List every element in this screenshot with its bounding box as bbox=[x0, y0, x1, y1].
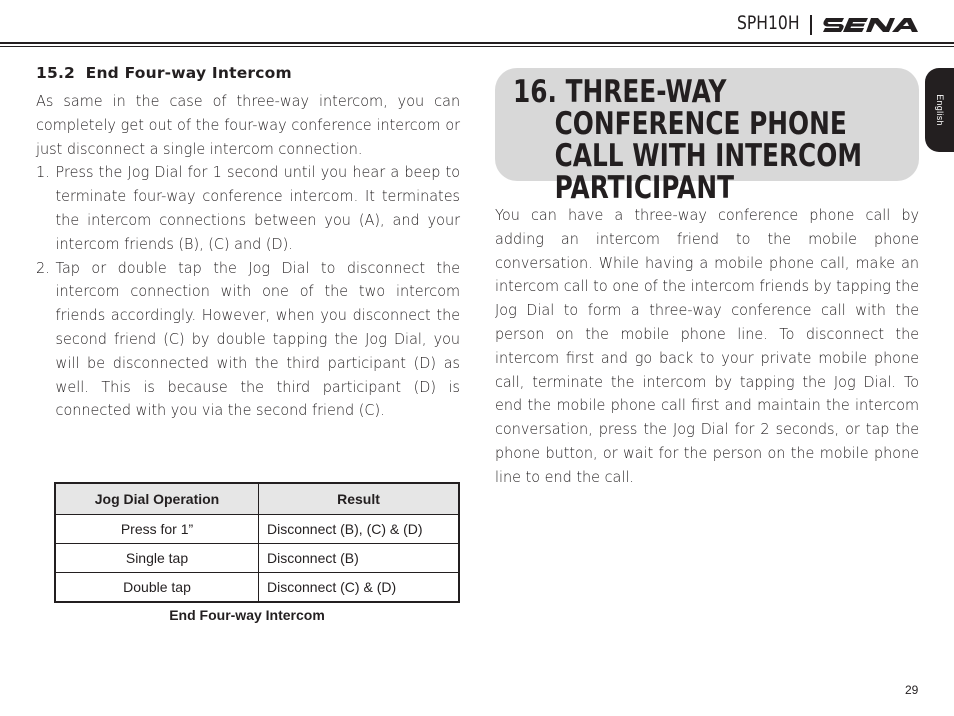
section-body bbox=[36, 90, 460, 423]
page-number: 29 bbox=[905, 683, 919, 697]
table-cell-result: Disconnect (C) & (D) bbox=[259, 573, 460, 603]
list-item bbox=[36, 161, 460, 256]
language-label: English bbox=[935, 94, 945, 126]
section-number: 15.2 bbox=[36, 64, 76, 82]
table-cell-operation: Single tap bbox=[55, 544, 259, 573]
chapter-number: 16. bbox=[513, 74, 557, 110]
language-tab bbox=[925, 68, 954, 152]
table-header-operation: Jog Dial Operation bbox=[55, 483, 259, 515]
table-row bbox=[55, 573, 459, 603]
section-intro: As same in the case of three-way intercom, you can completely get out of the four-way conference intercom or just disconnect a single intercom connection. bbox=[36, 92, 461, 158]
chapter-title-text: THREE-WAY CONFERENCE PHONE CALL WITH INTERCOM PARTICIPANT bbox=[554, 74, 863, 206]
step-marker: 2. bbox=[36, 258, 50, 277]
header-rule-thin bbox=[0, 46, 954, 47]
section-title: End Four-way Intercom bbox=[85, 64, 292, 82]
table-header-row bbox=[55, 483, 459, 515]
steps-list bbox=[36, 161, 460, 423]
chapter-title bbox=[513, 76, 913, 204]
table-row bbox=[55, 544, 459, 573]
header-rule bbox=[0, 42, 954, 44]
table-cell-result: Disconnect (B), (C) & (D) bbox=[259, 515, 460, 544]
operation-table bbox=[54, 482, 460, 603]
table-caption: End Four-way Intercom bbox=[169, 607, 325, 623]
chapter-paragraph: You can have a three-way conference phone call by adding an intercom friend to the mobile phone conversation. While having a mobile phone call, make an intercom call to one of the intercom friends by tapping the Jog Dial to form a three-way conference call with the person on the mobile phone line. To disconnect the intercom first and go back to your private mobile phone call, terminate the intercom by tapping the Jog Dial. To end the mobile phone call first and maintain the intercom conversation, press the Jog Dial for 2 seconds, or tap the phone button, or wait for the person on the mobile phone line to end the call. bbox=[495, 206, 920, 486]
model-name: SPH10H bbox=[737, 12, 800, 34]
table-cell-result: Disconnect (B) bbox=[259, 544, 460, 573]
left-column bbox=[36, 64, 460, 423]
sena-logo bbox=[822, 16, 920, 34]
table-cell-operation: Press for 1” bbox=[55, 515, 259, 544]
header-separator bbox=[810, 15, 812, 35]
right-column bbox=[495, 204, 919, 490]
table-row bbox=[55, 515, 459, 544]
table-header-result: Result bbox=[259, 483, 460, 515]
chapter-title-box bbox=[495, 68, 919, 206]
step-marker: 1. bbox=[36, 163, 50, 182]
table-cell-operation: Double tap bbox=[55, 573, 259, 603]
step-text: Tap or double tap the Jog Dial to disconnect the intercom connection with one of the two intercom friends accordingly. However, when you disconnect the second friend (C) by double tapping the Jog Dial, you will be disconnected with the third participant (D) as well. This is because the third participant (D) is connected with you via the second friend (C). bbox=[55, 258, 461, 420]
step-text: Press the Jog Dial for 1 second until you hear a beep to terminate four-way conference intercom. It terminates the intercom connections between you (A), and your intercom friends (B), (C) and (D). bbox=[55, 163, 461, 253]
section-heading bbox=[36, 64, 460, 82]
list-item bbox=[36, 257, 460, 424]
